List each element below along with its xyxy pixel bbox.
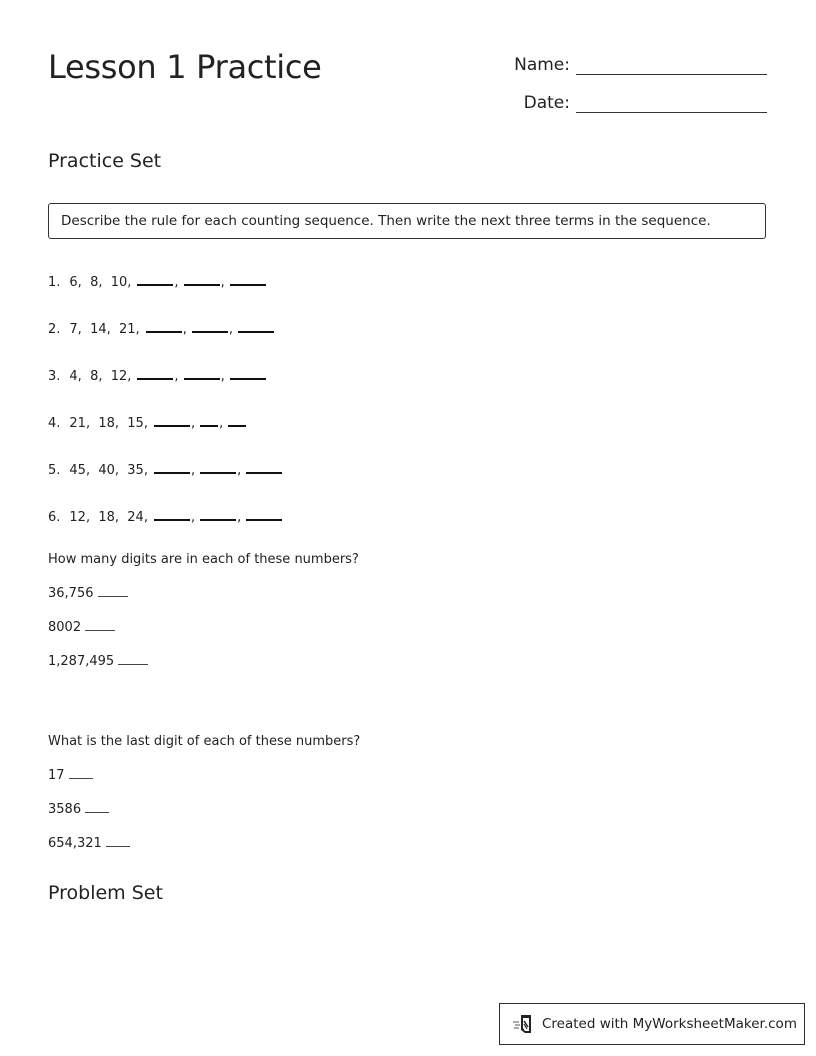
footer-text: Created with MyWorksheetMaker.com — [542, 1016, 797, 1032]
number-label: 36,756 — [48, 586, 94, 601]
sequence-item — [48, 272, 266, 290]
name-field — [500, 54, 767, 75]
sequence-number: 4. — [48, 416, 61, 431]
answer-blank[interactable] — [230, 366, 266, 380]
answer-blank[interactable] — [69, 768, 93, 779]
page-title: Lesson 1 Practice — [48, 48, 322, 86]
last-digit-question: What is the last digit of each of these numbers? — [48, 734, 361, 749]
sequence-item — [48, 413, 246, 431]
number-label: 17 — [48, 768, 65, 783]
sequence-terms: 4, 8, 12, — [69, 369, 132, 384]
answer-blank[interactable] — [246, 460, 282, 474]
comma-separator: , — [174, 275, 179, 290]
answer-item — [48, 768, 93, 783]
answer-item — [48, 654, 148, 669]
answer-blank[interactable] — [192, 319, 228, 333]
answer-blank[interactable] — [106, 836, 130, 847]
sequence-item — [48, 460, 282, 478]
answer-blank[interactable] — [246, 507, 282, 521]
name-line[interactable] — [576, 54, 767, 75]
digits-question: How many digits are in each of these numbers? — [48, 552, 359, 567]
answer-item — [48, 836, 130, 851]
footer-credit[interactable] — [499, 1003, 805, 1045]
sequence-item — [48, 366, 266, 384]
sequence-item — [48, 319, 274, 337]
sequence-number: 5. — [48, 463, 61, 478]
sequence-terms: 45, 40, 35, — [69, 463, 148, 478]
comma-separator: , — [220, 275, 225, 290]
sequence-number: 6. — [48, 510, 61, 525]
answer-item — [48, 802, 109, 817]
instructions-box: Describe the rule for each counting sequence. Then write the next three terms in the sequence. — [48, 203, 766, 239]
comma-separator: , — [237, 463, 242, 478]
name-label: Name: — [514, 55, 570, 75]
sequence-item — [48, 507, 282, 525]
number-label: 654,321 — [48, 836, 102, 851]
answer-blank[interactable] — [230, 272, 266, 286]
comma-separator: , — [182, 322, 187, 337]
comma-separator: , — [190, 416, 196, 431]
comma-separator: , — [228, 322, 233, 337]
date-label: Date: — [523, 93, 570, 113]
number-label: 8002 — [48, 620, 82, 635]
sequence-number: 1. — [48, 275, 61, 290]
answer-blank[interactable] — [200, 460, 236, 474]
answer-blank[interactable] — [154, 460, 190, 474]
answer-blank[interactable] — [200, 413, 218, 427]
date-line[interactable] — [576, 92, 767, 113]
sequence-terms: 6, 8, 10, — [69, 275, 132, 290]
problem-set-heading: Problem Set — [48, 882, 163, 904]
answer-blank[interactable] — [200, 507, 236, 521]
answer-item — [48, 586, 128, 601]
comma-separator: , — [220, 369, 225, 384]
answer-blank[interactable] — [118, 654, 148, 665]
sequence-number: 3. — [48, 369, 61, 384]
answer-blank[interactable] — [98, 586, 128, 597]
number-label: 1,287,495 — [48, 654, 115, 669]
comma-separator: , — [190, 463, 196, 478]
answer-blank[interactable] — [85, 802, 109, 813]
answer-blank[interactable] — [228, 413, 246, 427]
comma-separator: , — [219, 416, 224, 431]
worksheet-maker-logo-icon — [512, 1013, 536, 1035]
answer-blank[interactable] — [154, 507, 190, 521]
sequence-terms: 12, 18, 24, — [69, 510, 148, 525]
answer-blank[interactable] — [85, 620, 115, 631]
practice-set-heading: Practice Set — [48, 150, 162, 172]
answer-blank[interactable] — [184, 366, 220, 380]
date-field — [500, 92, 767, 113]
comma-separator: , — [237, 510, 242, 525]
answer-blank[interactable] — [154, 413, 190, 427]
answer-item — [48, 620, 115, 635]
answer-blank[interactable] — [137, 272, 173, 286]
sequence-terms: 7, 14, 21, — [69, 322, 140, 337]
comma-separator: , — [174, 369, 179, 384]
answer-blank[interactable] — [184, 272, 220, 286]
answer-blank[interactable] — [146, 319, 182, 333]
number-label: 3586 — [48, 802, 82, 817]
comma-separator: , — [190, 510, 196, 525]
sequence-terms: 21, 18, 15, — [69, 416, 148, 431]
answer-blank[interactable] — [137, 366, 173, 380]
answer-blank[interactable] — [238, 319, 274, 333]
sequence-number: 2. — [48, 322, 61, 337]
